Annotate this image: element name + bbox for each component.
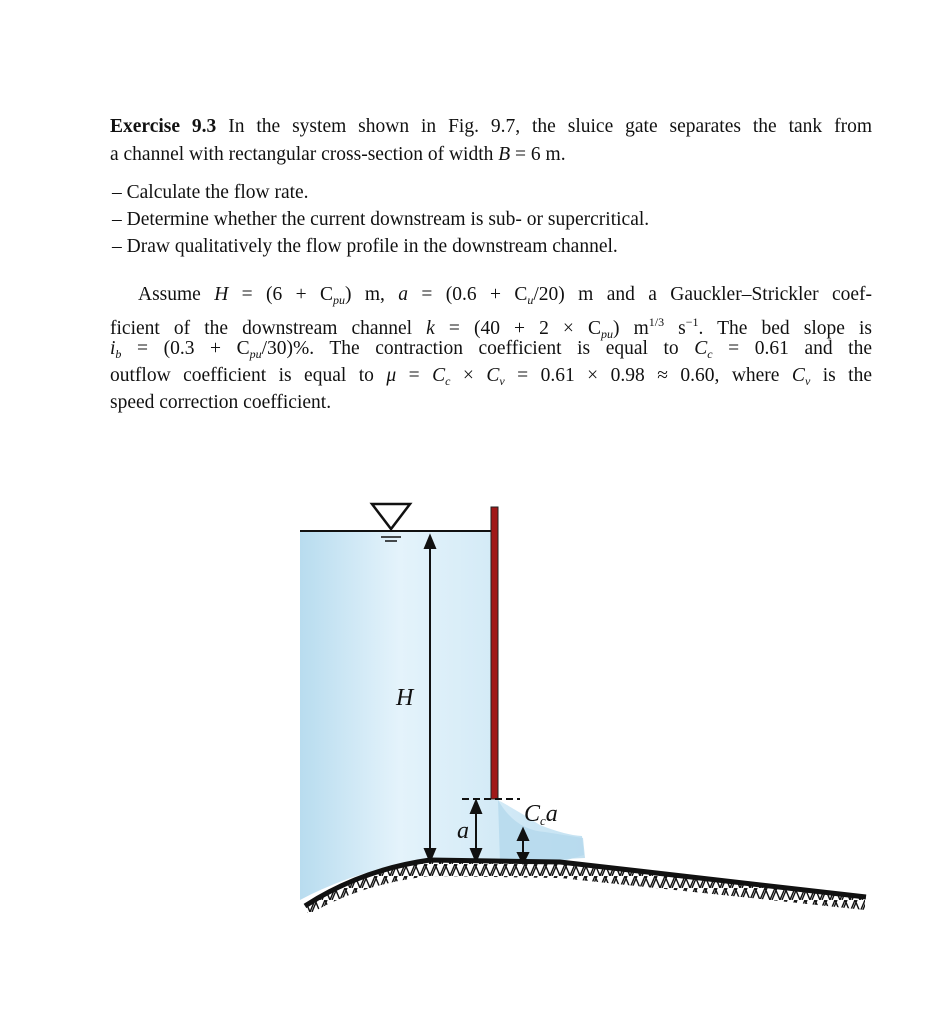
water-level-symbol-icon [372,504,410,529]
text-fragment: = (0.3 + C [121,338,250,359]
text-fragment: s [664,318,686,339]
text-fragment: i [110,338,116,359]
text-fragment: μ [386,365,397,386]
label-Cc-sub: c [540,813,546,828]
text-fragment: × [450,365,487,386]
text-fragment: c [707,347,713,361]
text-fragment: outflow coefficient is equal to [110,365,387,386]
text-fragment: = (6 + C [228,284,334,305]
text-fragment: C [486,365,500,386]
text-fragment: c [445,374,451,388]
text-fragment: k [426,318,435,339]
text-fragment: v [804,374,811,388]
task-item: – Calculate the flow rate. [112,182,309,203]
text-fragment: B [498,144,511,165]
text-fragment: a [398,284,409,305]
text-fragment: u [527,293,534,307]
text-fragment: Assume [138,284,215,305]
text-fragment: C [432,365,446,386]
sluice-gate [491,507,498,799]
text-fragment: b [115,347,122,361]
text-fragment: = (40 + 2 × C [434,318,601,339]
text-fragment: speed correction coefficient. [110,392,332,413]
label-Cc [524,801,558,828]
text-fragment: = [396,365,433,386]
task-item: – Draw qualitatively the flow profile in the downstream channel. [112,236,618,257]
text-fragment: = (0.6 + C [408,284,528,305]
label-a: a [457,818,469,844]
text-fragment: pu [249,347,262,361]
text-fragment: a channel with rectangular cross-section of width [110,144,499,165]
text-fragment: ) m, [345,284,399,305]
text-fragment: v [499,374,505,388]
text-fragment: = 0.61 and the [712,338,872,359]
text-fragment: C [694,338,708,359]
text-fragment: pu [601,327,613,341]
text-fragment: ) m [613,318,649,339]
text-fragment: H [214,284,229,305]
label-Cc-a: a [545,801,558,827]
text-fragment: 1/3 [648,315,665,329]
task-item: – Determine whether the current downstream is sub- or supercritical. [112,209,650,230]
text-fragment: . The bed slope is [698,318,872,339]
text-fragment: = 6 m. [510,144,566,165]
text-fragment: In the system shown in Fig. 9.7, the sluice gate separates the tank from [216,116,872,137]
text-fragment: = 0.61 × 0.98 ≈ 0.60, where [504,365,792,386]
text-fragment: /30)%. The contraction coefficient is equal to [261,338,695,359]
text-fragment: pu [333,293,346,307]
text-fragment: Exercise 9.3 [110,116,217,137]
text-fragment: −1 [685,315,699,329]
text-fragment: /20) m and a Gauckler–Strickler coef- [533,284,873,305]
label-H: H [396,685,414,711]
text-fragment: is the [810,365,873,386]
text-fragment: C [791,365,805,386]
label-Cc-main: C [524,801,541,827]
text-fragment: ficient of the downstream channel [110,318,427,339]
